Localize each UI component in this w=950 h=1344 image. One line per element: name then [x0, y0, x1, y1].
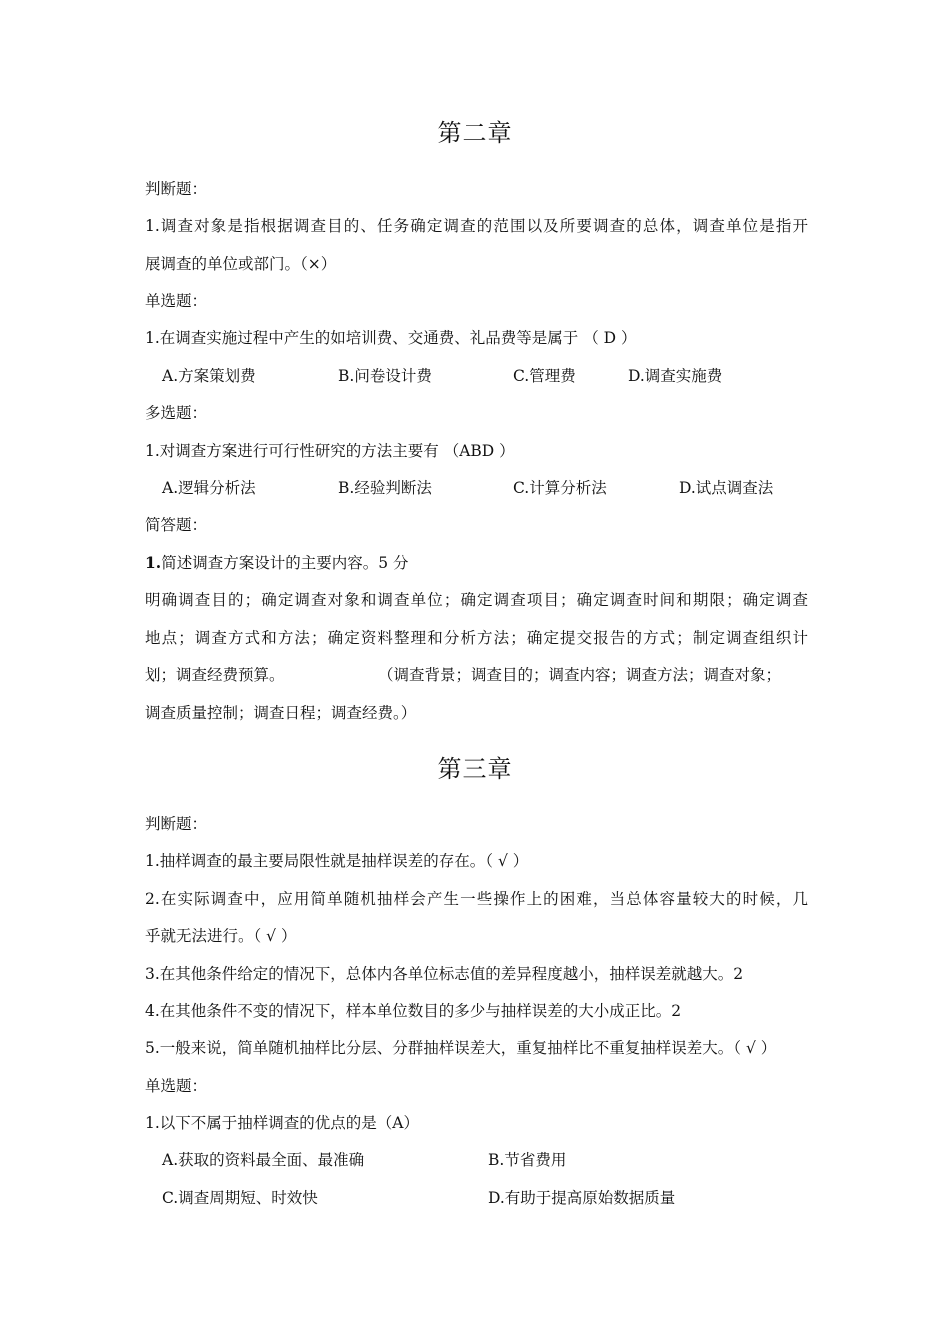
- ch3-single-q1-option-b: B.节省费用: [488, 1151, 567, 1169]
- ch2-single-heading: 单选题：: [145, 292, 208, 310]
- ch2-single-q1-option-d: D.调查实施费: [628, 367, 723, 385]
- ch2-single-q1-option-c: C.管理费: [513, 367, 576, 385]
- ch2-short-q1: [145, 552, 408, 574]
- ch2-short-q1-number: 1.: [145, 553, 162, 572]
- ch3-judge-q2-line1: 2.在实际调查中，应用简单随机抽样会产生一些操作上的困难，当总体容量较大的时候，几: [145, 890, 808, 908]
- chapter-3-title: 第三章: [437, 755, 513, 783]
- ch2-short-q1-text: 简述调查方案设计的主要内容。5 分: [161, 554, 409, 572]
- chapter-2-title: 第二章: [437, 119, 513, 147]
- ch2-short-heading: 简答题：: [145, 516, 208, 534]
- ch3-judge-q5: 5.一般来说，简单随机抽样比分层、分群抽样误差大，重复抽样比不重复抽样误差大。（ √ ）: [145, 1039, 777, 1057]
- ch2-short-a1-line4: 调查质量控制；调查日程；调查经费。）: [145, 704, 417, 722]
- ch3-judge-q4: 4.在其他条件不变的情况下，样本单位数目的多少与抽样误差的大小成正比。2: [145, 1002, 682, 1020]
- ch2-short-a1-line3b: （调查背景；调查目的；调查内容；调查方法；调查对象；: [378, 666, 782, 684]
- ch2-multi-heading: 多选题：: [145, 404, 208, 422]
- ch3-single-q1-option-a: A.获取的资料最全面、最准确: [162, 1151, 365, 1169]
- ch2-multi-q1-option-b: B.经验判断法: [338, 479, 432, 497]
- ch3-judge-q3: 3.在其他条件给定的情况下，总体内各单位标志值的差异程度越小，抽样误差就越大。2: [145, 965, 744, 983]
- ch3-single-q1-option-d: D.有助于提高原始数据质量: [488, 1189, 676, 1207]
- ch2-judge-q1-line1: 1.调查对象是指根据调查目的、任务确定调查的范围以及所要调查的总体，调查单位是指开: [145, 217, 808, 235]
- ch2-short-a1-line1: 明确调查目的；确定调查对象和调查单位；确定调查项目；确定调查时间和期限；确定调查: [145, 591, 808, 609]
- ch2-short-a1-line2: 地点；调查方式和方法；确定资料整理和分析方法；确定提交报告的方式；制定调查组织计: [145, 629, 808, 647]
- ch2-short-a1-line3a: 划；调查经费预算。: [145, 666, 285, 684]
- ch2-multi-q1-option-a: A.逻辑分析法: [162, 479, 256, 497]
- ch2-single-q1: 1.在调查实施过程中产生的如培训费、交通费、礼品费等是属于 （ D ）: [145, 329, 637, 347]
- ch3-single-heading: 单选题：: [145, 1077, 208, 1095]
- ch2-judge-heading: 判断题：: [145, 180, 208, 198]
- ch2-multi-q1-option-c: C.计算分析法: [513, 479, 607, 497]
- ch2-multi-q1: 1.对调查方案进行可行性研究的方法主要有 （ABD ）: [145, 442, 515, 460]
- ch3-judge-q1: 1.抽样调查的最主要局限性就是抽样误差的存在。（ √ ）: [145, 852, 529, 870]
- ch2-judge-q1-line2: 展调查的单位或部门。（×）: [145, 255, 337, 273]
- ch3-single-q1-option-c: C.调查周期短、时效快: [162, 1189, 318, 1207]
- ch3-judge-q2-line2: 乎就无法进行。（ √ ）: [145, 927, 297, 945]
- ch2-multi-q1-option-d: D.试点调查法: [679, 479, 774, 497]
- ch2-single-q1-option-a: A.方案策划费: [162, 367, 256, 385]
- ch3-single-q1: 1.以下不属于抽样调查的优点的是（A）: [145, 1114, 419, 1132]
- ch3-judge-heading: 判断题：: [145, 815, 208, 833]
- ch2-single-q1-option-b: B.问卷设计费: [338, 367, 432, 385]
